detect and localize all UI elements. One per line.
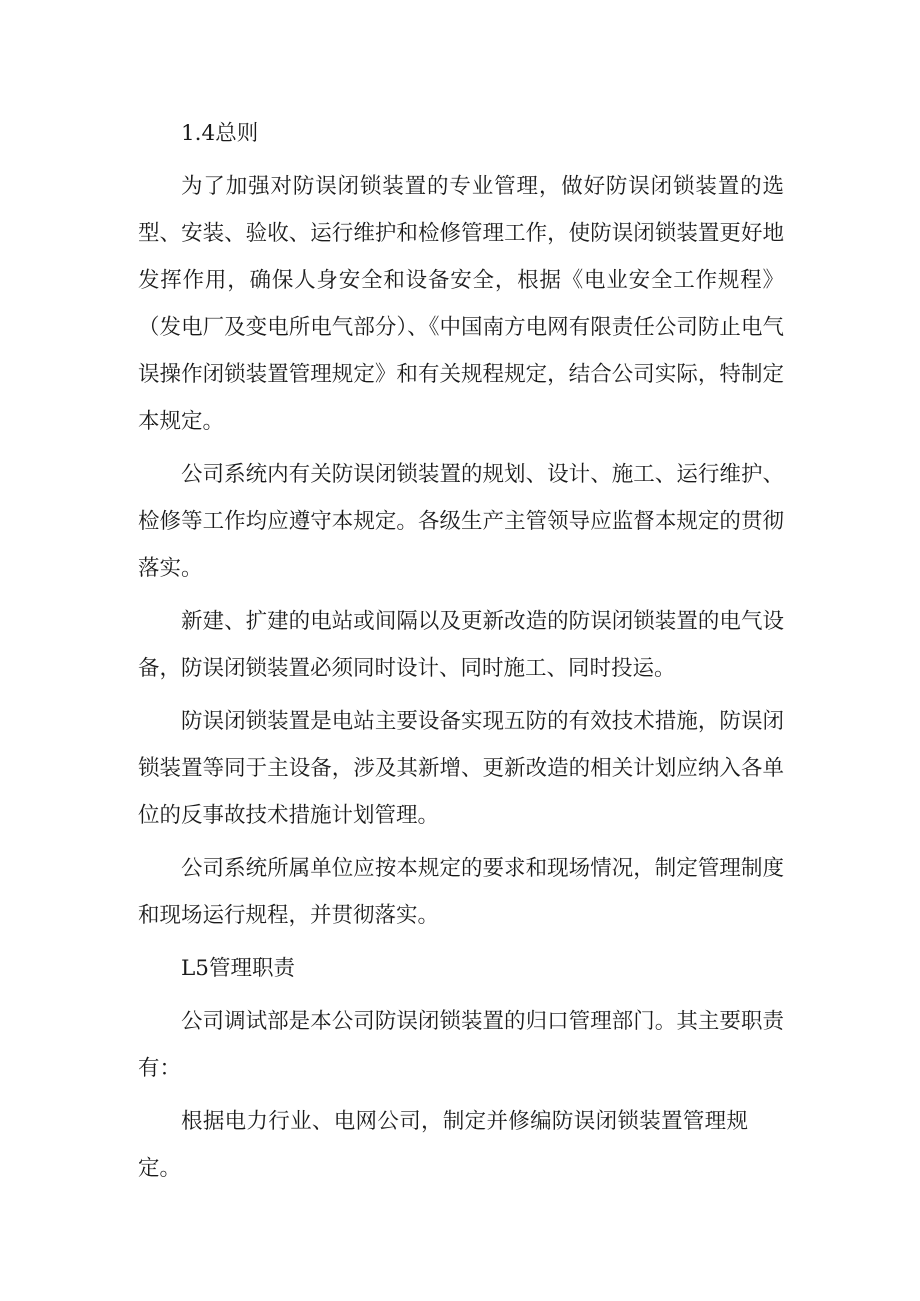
section-heading-1-4: 1.4总则 — [181, 121, 259, 146]
document-body — [138, 110, 784, 1198]
section-heading-1-5: L5管理职责 — [181, 956, 295, 981]
paragraph-new-construction: 新建、扩建的电站或间隔以及更新改造的防误闭锁装置的电气设备，防误闭锁装置必须同时设计、同时施工、同时投运。 — [138, 609, 784, 681]
paragraph-implementation: 公司系统所属单位应按本规定的要求和现场情况，制定管理制度和现场运行规程，并贯彻落实。 — [138, 856, 784, 928]
paragraph-responsible-dept: 公司调试部是本公司防误闭锁装置的归口管理部门。其主要职责有： — [138, 1009, 784, 1081]
paragraph-duty-1: 根据电力行业、电网公司，制定并修编防误闭锁装置管理规定。 — [138, 1109, 748, 1181]
paragraph-purpose: 为了加强对防误闭锁装置的专业管理，做好防误闭锁装置的选型、安装、验收、运行维护和检修管理工作，使防误闭锁装置更好地发挥作用，确保人身安全和设备安全，根据《电业安全工作规程》（发电厂及变电所电气部分）、《中国南方电网有限责任公司防止电气误操作闭锁装置管理规定》和有关规程规定，结合公司实际，特制定本规定。 — [138, 174, 784, 434]
paragraph-equivalence: 防误闭锁装置是电站主要设备实现五防的有效技术措施，防误闭锁装置等同于主设备，涉及其新增、更新改造的相关计划应纳入各单位的反事故技术措施计划管理。 — [138, 709, 784, 828]
paragraph-scope: 公司系统内有关防误闭锁装置的规划、设计、施工、运行维护、检修等工作均应遵守本规定。各级生产主管领导应监督本规定的贯彻落实。 — [138, 462, 784, 581]
